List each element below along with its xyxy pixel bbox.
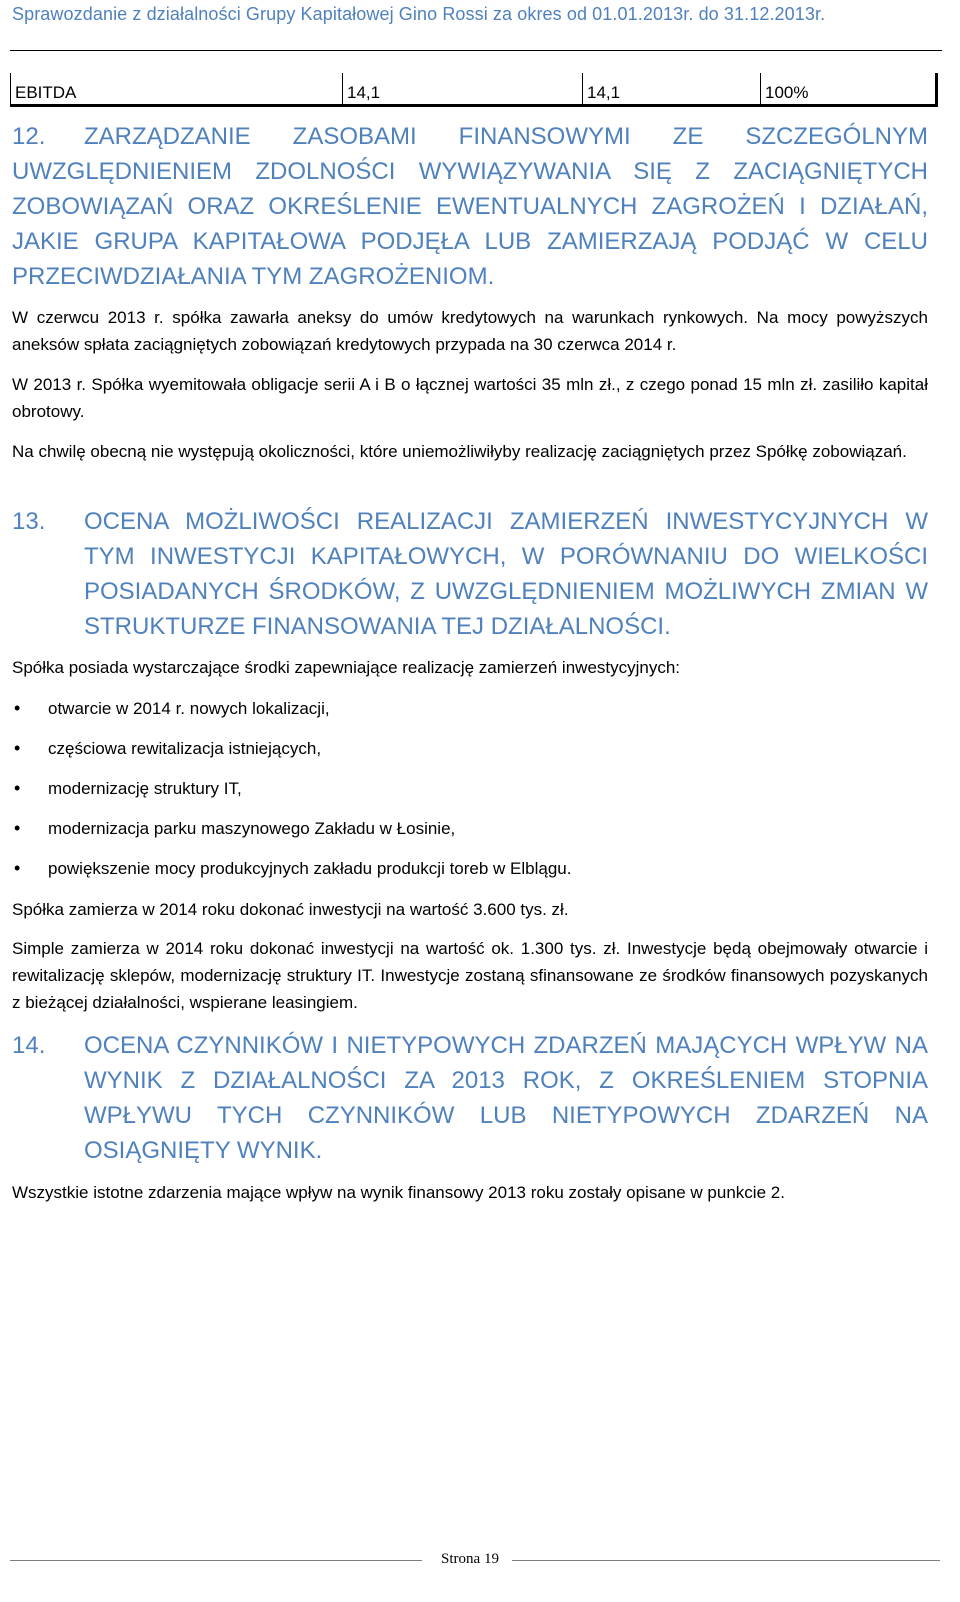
- bullet-icon: •: [14, 818, 21, 838]
- section-number: 14.: [12, 1032, 46, 1059]
- section-title: OCENA CZYNNIKÓW I NIETYPOWYCH ZDARZEŃ MAJĄCYCH WPŁYW NA WYNIK Z DZIAŁALNOŚCI ZA 2013 ROK, Z OKREŚLENIEM STOPNIA WPŁYWU TYCH CZYNNIKÓW LUB NIETYPOWYCH ZDARZEŃ NA OSIĄGNIĘTY WYNIK.: [84, 1032, 928, 1164]
- table-cell: EBITDA: [11, 73, 343, 106]
- paragraph: Simple zamierza w 2014 roku dokonać inwestycji na wartość ok. 1.300 tys. zł. Inwestycje będą obejmowały otwarcie i rewitalizację sklepów, modernizację struktury IT. Inwestycje zostaną sfinansowane ze środków finansowych pozyskanych z bieżącej działalności, wspierane leasingiem.: [12, 939, 928, 1012]
- paragraph: Spółka zamierza w 2014 roku dokonać inwestycji na wartość 3.600 tys. zł.: [12, 900, 569, 919]
- section-number: 13.: [12, 508, 46, 535]
- page-header-title: Sprawozdanie z działalności Grupy Kapitałowej Gino Rossi za okres od 01.01.2013r. do 31.12.2013r.: [12, 4, 826, 24]
- table-cell: 14,1: [343, 73, 583, 106]
- section-heading-13: [12, 504, 928, 644]
- table-cell: 14,1: [583, 73, 761, 106]
- list-item-label: powiększenie mocy produkcyjnych zakładu produkcji toreb w Elblągu.: [48, 859, 572, 878]
- section-heading-14: [12, 1028, 928, 1168]
- page-number: Strona 19: [441, 1551, 499, 1567]
- bullet-icon: •: [14, 778, 21, 798]
- paragraph-intro: Spółka posiada wystarczające środki zapewniające realizację zamierzeń inwestycyjnych:: [12, 658, 681, 677]
- list-item-label: modernizację struktury IT,: [48, 779, 242, 798]
- bullet-icon: •: [14, 698, 21, 718]
- table-cell: 100%: [761, 73, 937, 106]
- paragraph: Wszystkie istotne zdarzenia mające wpływ na wynik finansowy 2013 roku zostały opisane w punkcie 2.: [12, 1183, 785, 1202]
- list-item-label: modernizacja parku maszynowego Zakładu w Łosinie,: [48, 819, 456, 838]
- section-number: 12.: [12, 123, 46, 150]
- section-heading-12: [12, 119, 928, 294]
- list-item-label: częściowa rewitalizacja istniejących,: [48, 739, 322, 758]
- paragraph: W 2013 r. Spółka wyemitowała obligacje serii A i B o łącznej wartości 35 mln zł., z czego ponad 15 mln zł. zasiliło kapitał obrotowy.: [12, 375, 928, 421]
- paragraph: W czerwcu 2013 r. spółka zawarła aneksy do umów kredytowych na warunkach rynkowych. Na mocy powyższych aneksów spłata zaciągniętych zobowiązań kredytowych przypada na 30 czerwca 2014 r.: [12, 308, 928, 354]
- list-item-label: otwarcie w 2014 r. nowych lokalizacji,: [48, 699, 330, 718]
- section-title: OCENA MOŻLIWOŚCI REALIZACJI ZAMIERZEŃ INWESTYCYJNYCH W TYM INWESTYCJI KAPITAŁOWYCH, W PORÓWNANIU DO WIELKOŚCI POSIADANYCH ŚRODKÓW, Z UWZGLĘDNIENIEM MOŻLIWYCH ZMIAN W STRUKTURZE FINANSOWANIA TEJ DZIAŁALNOŚCI.: [84, 508, 928, 640]
- section-title: ZARZĄDZANIE ZASOBAMI FINANSOWYMI ZE SZCZEGÓLNYM UWZGLĘDNIENIEM ZDOLNOŚCI WYWIĄZYWANIA SIĘ Z ZACIĄGNIĘTYCH ZOBOWIĄZAŃ ORAZ OKREŚLENIE EWENTUALNYCH ZAGROŻEŃ I DZIAŁAŃ, JAKIE GRUPA KAPITAŁOWA PODJĘŁA LUB ZAMIERZAJĄ PODJĄĆ W CELU PRZECIWDZIAŁANIA TYM ZAGROŻENIOM.: [12, 123, 928, 290]
- header-divider: [10, 50, 942, 51]
- ebitda-table: [10, 73, 938, 107]
- bullet-icon: •: [14, 858, 21, 878]
- bullet-icon: •: [14, 738, 21, 758]
- paragraph: Na chwilę obecną nie występują okoliczności, które uniemożliwiłyby realizację zaciągniętych przez Spółkę zobowiązań.: [12, 442, 907, 461]
- table-row: [11, 73, 937, 106]
